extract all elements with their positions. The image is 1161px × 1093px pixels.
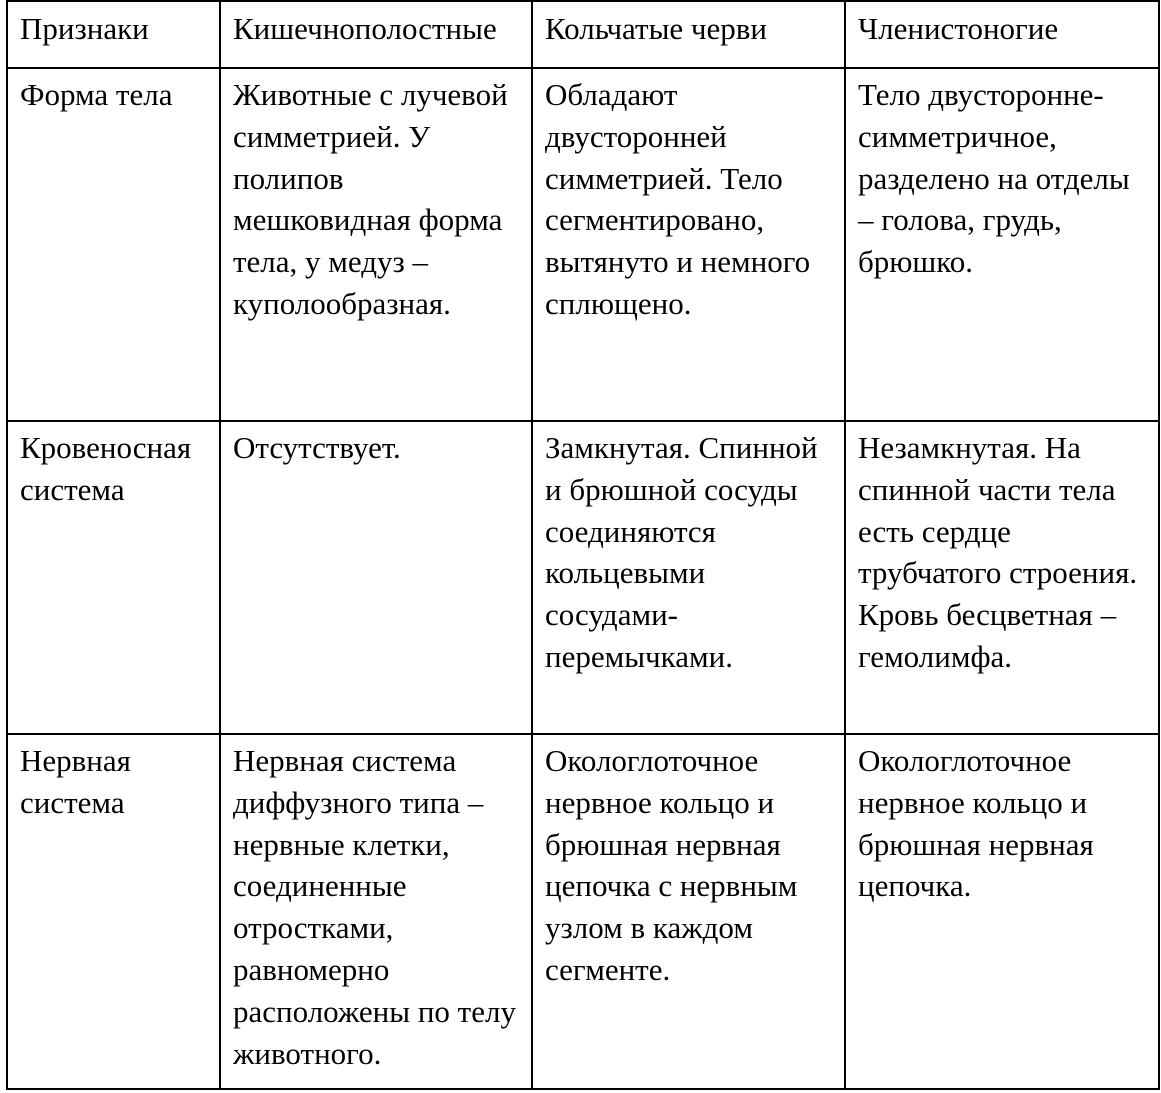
table-cell <box>845 68 1159 421</box>
table-cell <box>220 68 532 421</box>
table-row-nervous-system <box>7 734 1159 1089</box>
table-cell <box>220 734 532 1089</box>
table-cell <box>220 421 532 734</box>
header-cell-annelids <box>532 1 845 68</box>
header-label: Членистоногие <box>858 11 1059 46</box>
feature-label: Форма тела <box>20 77 173 112</box>
feature-cell <box>7 734 220 1089</box>
header-label: Признаки <box>20 11 149 46</box>
table-cell <box>845 421 1159 734</box>
feature-cell <box>7 68 220 421</box>
comparison-table <box>6 0 1160 1090</box>
table-cell <box>532 734 845 1089</box>
table-header-row <box>7 1 1159 68</box>
table-row-circulatory-system <box>7 421 1159 734</box>
cell-text: Отсутствует. <box>233 430 401 465</box>
feature-cell <box>7 421 220 734</box>
feature-label: Кровеносная система <box>20 430 192 507</box>
cell-text: Окологлоточное нервное кольцо и брюшная нервная цепочка с нервным узлом в каждом сегменте. <box>545 743 798 987</box>
cell-text: Тело двусторонне-симметричное, разделено на отделы – голова, грудь, брюшко. <box>858 77 1130 280</box>
cell-text: Незамкнутая. На спинной части тела есть сердце трубчатого строения. Кровь бесцветная – гемолимфа. <box>858 430 1138 674</box>
header-cell-coelenterates <box>220 1 532 68</box>
cell-text: Нервная система диффузного типа – нервные клетки, соединенные отростками, равномерно расположены по телу животного. <box>233 743 516 1071</box>
cell-text: Обладают двусторонней симметрией. Тело сегментировано, вытянуто и немного сплющено. <box>545 77 811 321</box>
header-cell-arthropods <box>845 1 1159 68</box>
table-row-body-shape <box>7 68 1159 421</box>
table-cell <box>532 421 845 734</box>
table-cell <box>845 734 1159 1089</box>
table-cell <box>532 68 845 421</box>
header-label: Кольчатые черви <box>545 11 767 46</box>
cell-text: Окологлоточное нервное кольцо и брюшная нервная цепочка. <box>858 743 1094 904</box>
cell-text: Животные с лучевой симметрией. У полипов мешковидная форма тела, у медуз – куполообразная. <box>233 77 508 321</box>
header-cell-features <box>7 1 220 68</box>
header-label: Кишечнополостные <box>233 11 497 46</box>
feature-label: Нервная система <box>20 743 131 820</box>
cell-text: Замкнутая. Спинной и брюшной сосуды соединяются кольцевыми сосудами-перемычками. <box>545 430 818 674</box>
